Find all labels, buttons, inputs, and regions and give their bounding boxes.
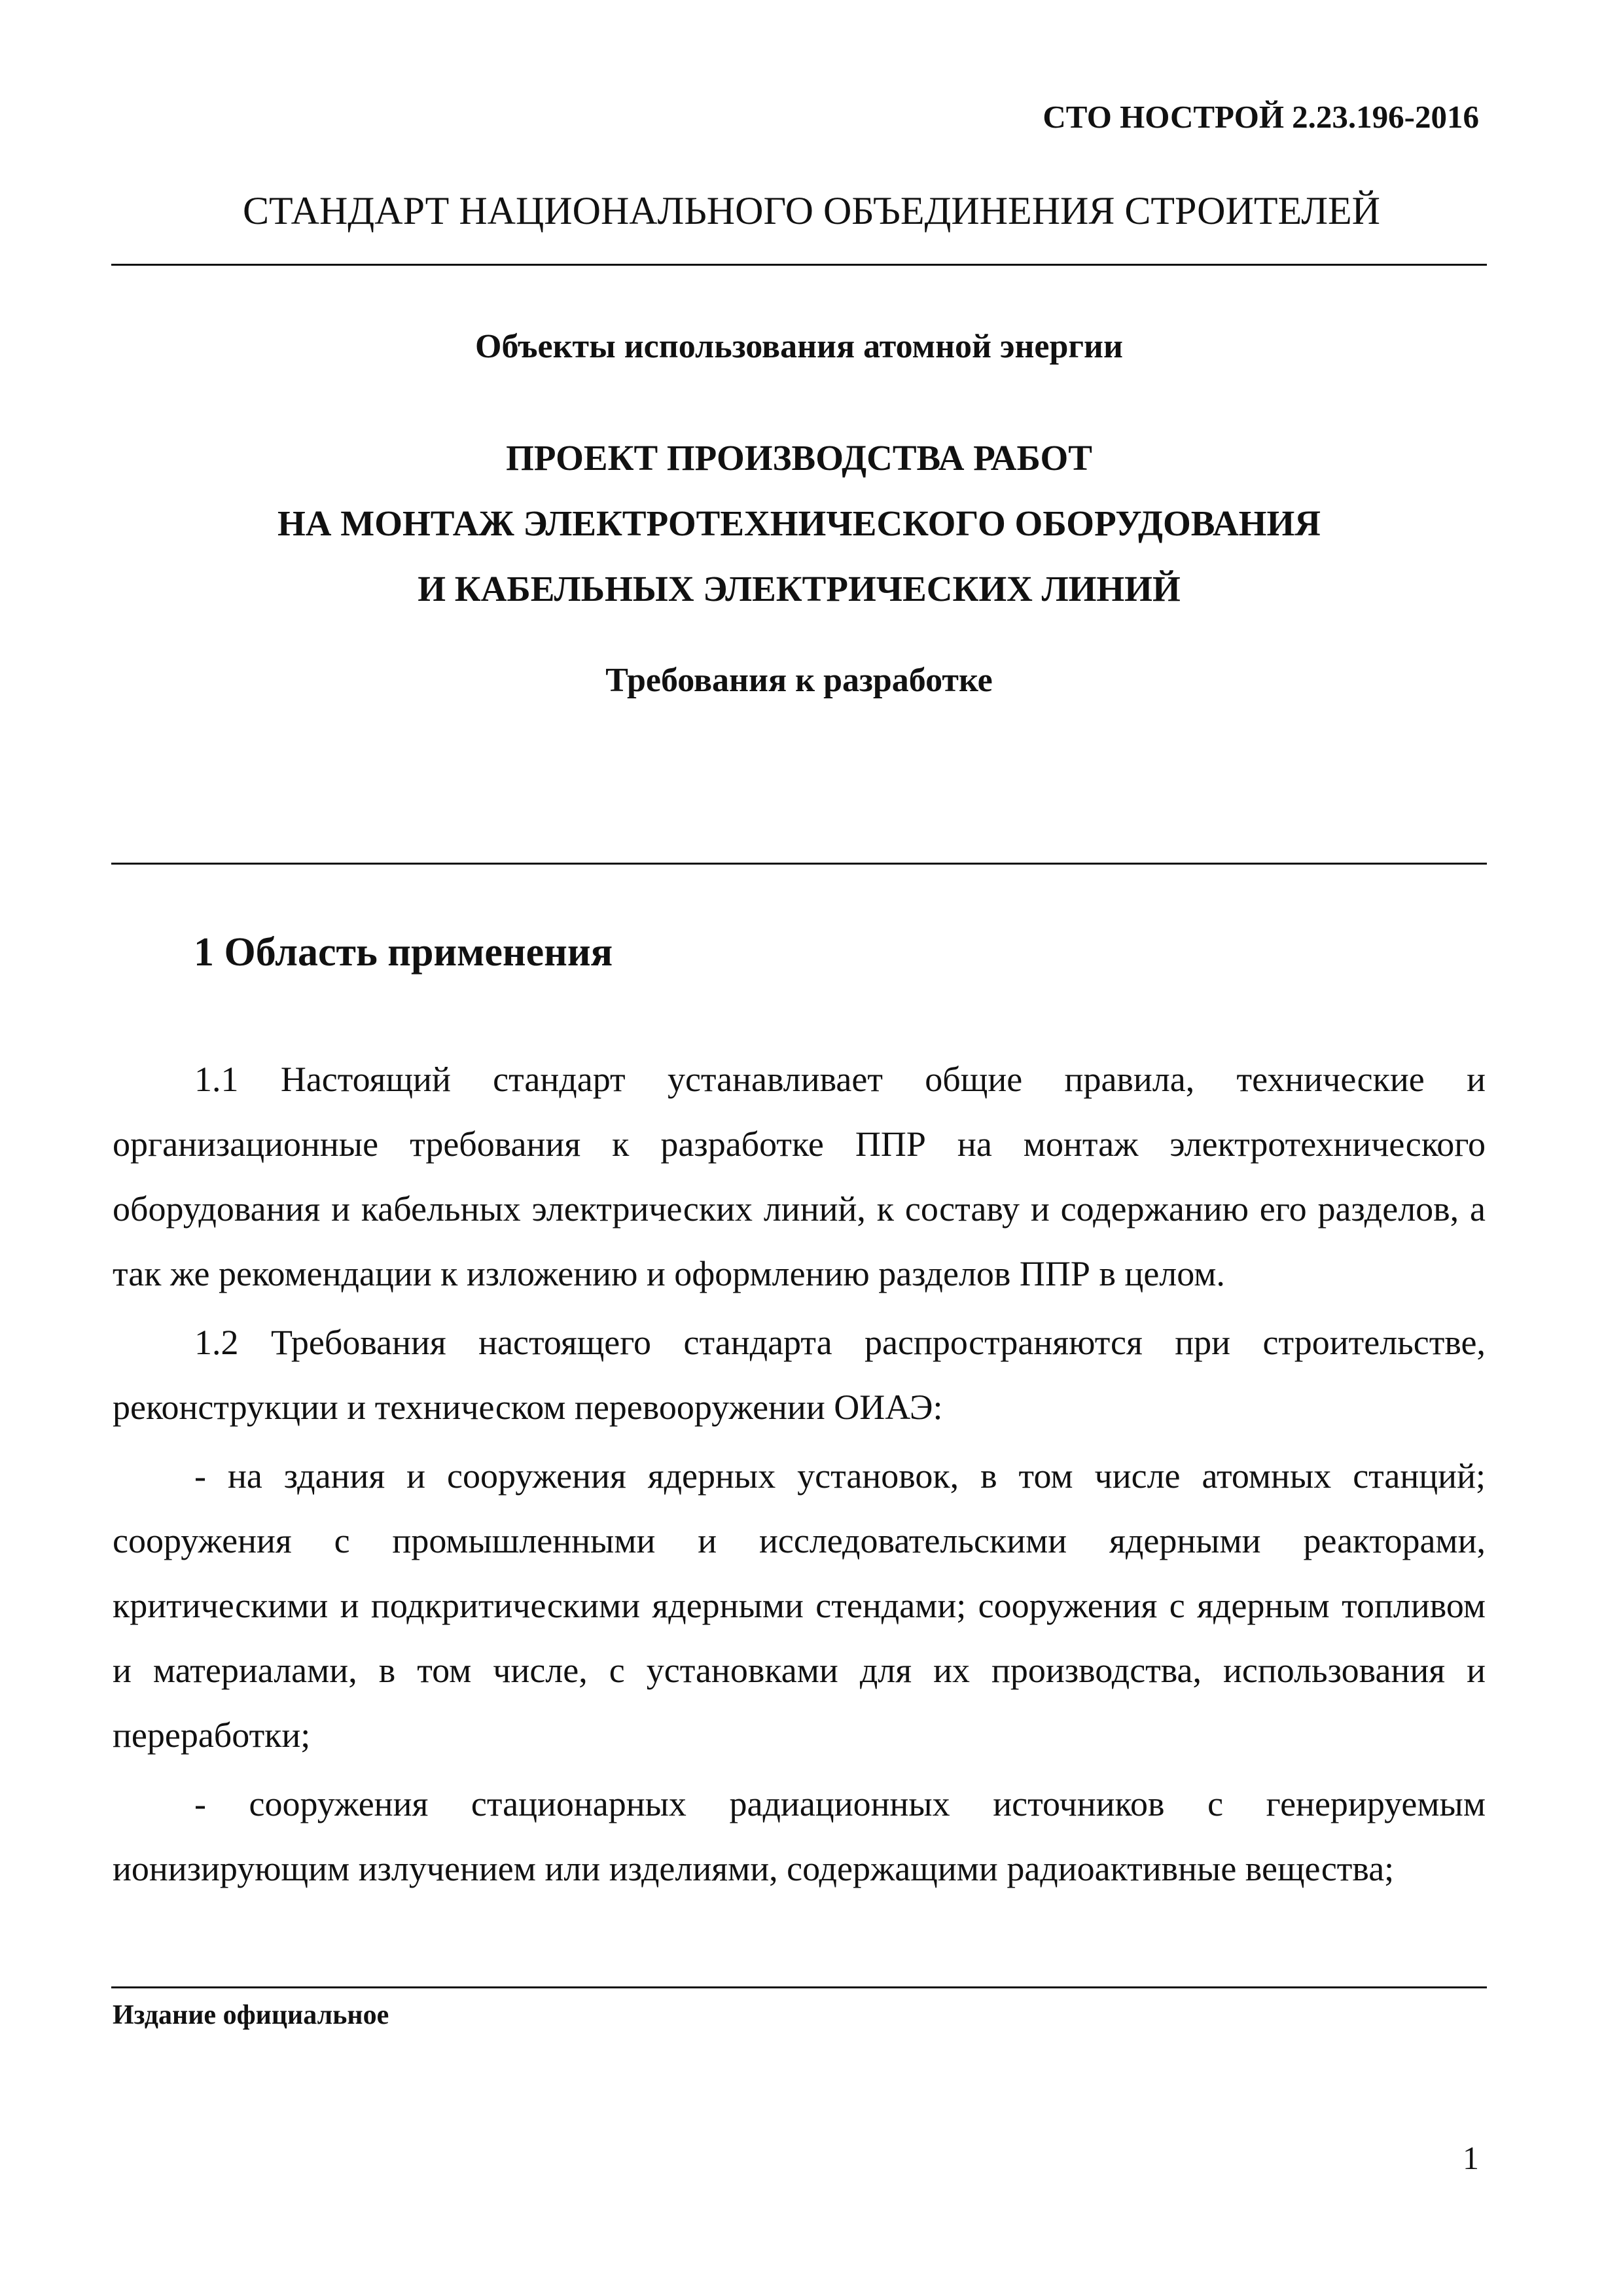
title-line: И КАБЕЛЬНЫХ ЭЛЕКТРИЧЕСКИХ ЛИНИЙ	[418, 569, 1181, 609]
title-line: НА МОНТАЖ ЭЛЕКТРОТЕХНИЧЕСКОГО ОБОРУДОВАНИЯ	[277, 503, 1321, 543]
document-title	[111, 425, 1487, 622]
document-subject: Объекты использования атомной энергии	[475, 328, 1123, 365]
paragraph: 1.2 Требования настоящего стандарта распространяются при строительстве, реконструкции и техническом перевооружении ОИАЭ:	[113, 1323, 1486, 1427]
organization-title: СТАНДАРТ НАЦИОНАЛЬНОГО ОБЪЕДИНЕНИЯ СТРОИТЕЛЕЙ	[242, 189, 1381, 232]
title-divider	[111, 863, 1487, 865]
paragraph: 1.1 Настоящий стандарт устанавливает общие правила, технические и организационные требования к разработке ППР на монтаж электротехнического оборудования и кабельных электрических линий, к составу и содержанию его разделов, а так же рекомендации к изложению и оформлению разделов ППР в целом.	[113, 1060, 1486, 1293]
footer-divider	[111, 1986, 1487, 1988]
header-divider	[111, 264, 1487, 266]
document-subtitle: Требования к разработке	[605, 662, 993, 699]
paragraph: - на здания и сооружения ядерных установок, в том числе атомных станций; сооружения с промышленными и исследовательскими ядерными реакторами, критическими и подкритическими ядерными стендами; сооружения с ядерным топливом и материалами, в том числе, с установками для их производства, использования и переработки;	[113, 1456, 1486, 1755]
paragraph: - сооружения стационарных радиационных источников с генерируемым ионизирующим излучением или изделиями, содержащими радиоактивные вещества;	[113, 1784, 1486, 1888]
section-body	[113, 1047, 1486, 1905]
page-number: 1	[1463, 2140, 1479, 2176]
edition-note: Издание официальное	[113, 2000, 389, 2030]
title-line: ПРОЕКТ ПРОИЗВОДСТВА РАБОТ	[506, 438, 1092, 478]
section-heading: 1 Область применения	[194, 930, 613, 975]
standard-code: СТО НОСТРОЙ 2.23.196-2016	[1043, 99, 1479, 135]
